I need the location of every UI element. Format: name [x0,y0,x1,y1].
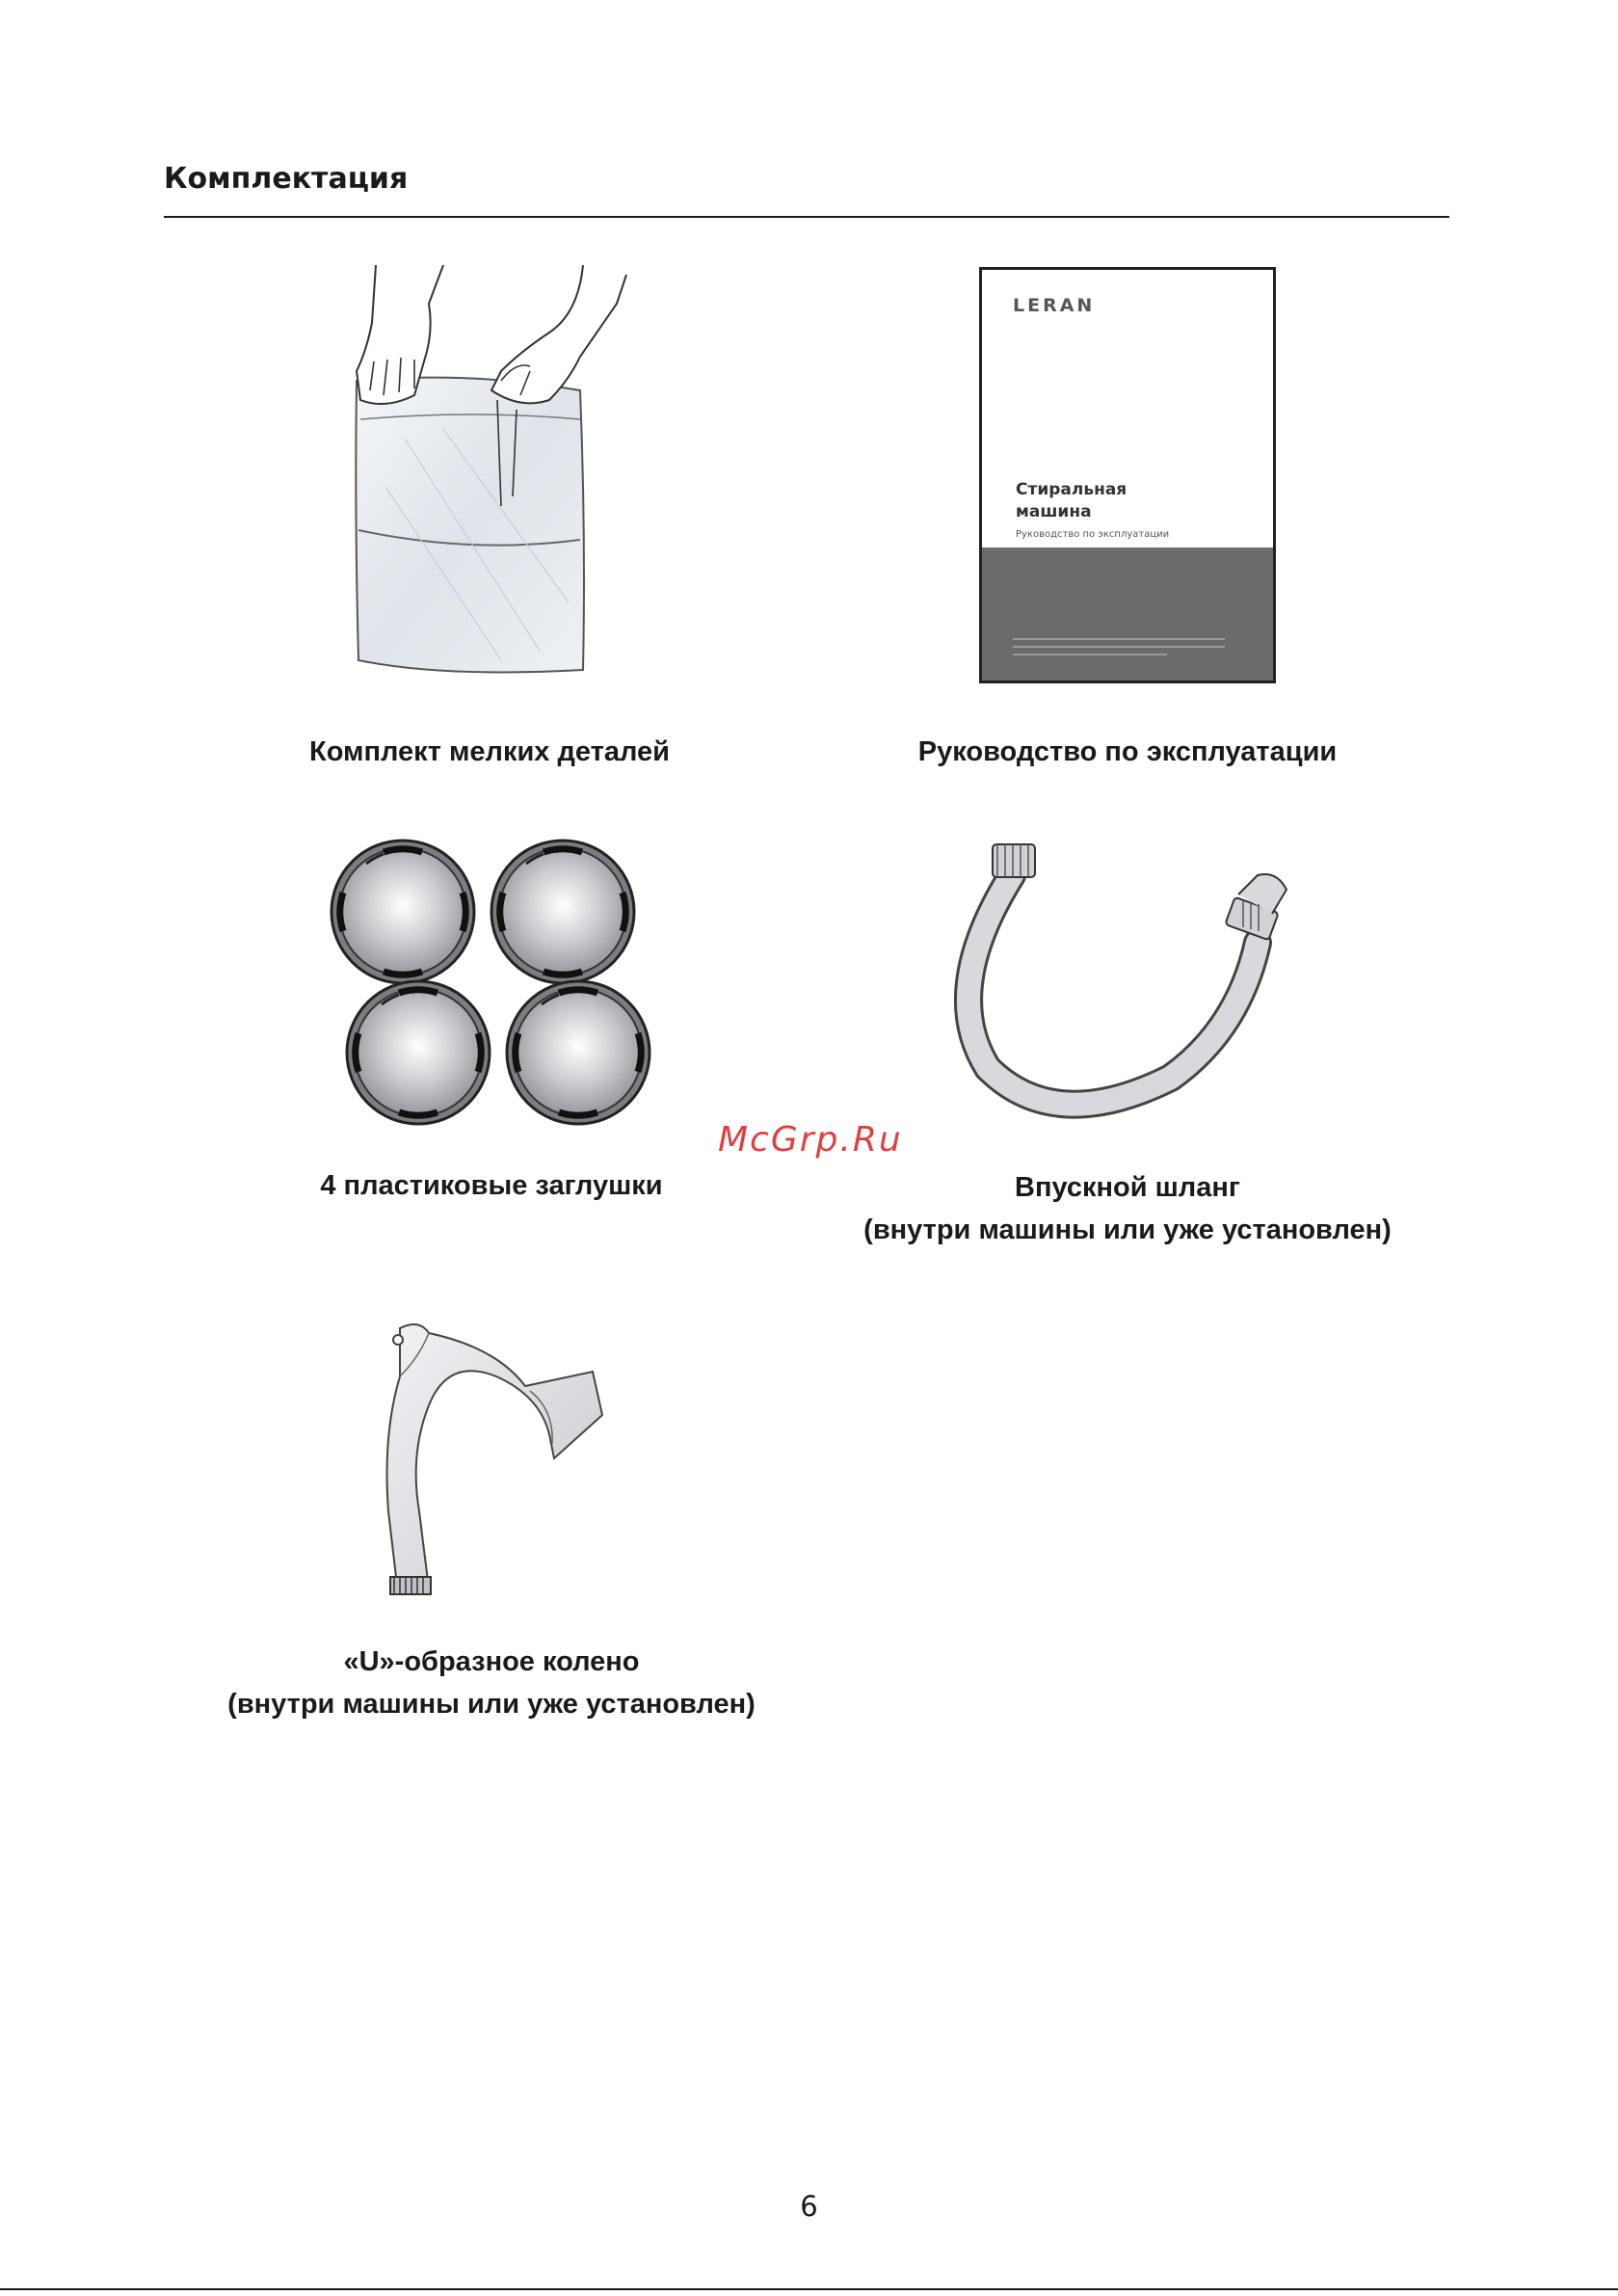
caption-manual: Руководство по эксплуатации [917,736,1338,767]
caption-inlet-hose: Впускной шланг (внутри машины или уже установлен) [863,1172,1392,1245]
plastic-plugs-illustration [328,837,655,1128]
section-title: Комплектация [164,162,409,196]
manual-cover-dark-band [982,547,1273,681]
inlet-hose-illustration [949,837,1306,1126]
u-shaped-elbow-illustration [361,1319,622,1608]
bottom-divider [0,2288,1618,2290]
caption-small-parts: Комплект мелких деталей [309,736,670,767]
watermark-text: McGrp.Ru [718,1120,903,1160]
manual-title-line2: машина [1016,502,1092,521]
title-divider [164,216,1449,218]
manual-subtitle: Руководство по эксплуатации [1016,529,1170,540]
caption-u-elbow: «U»-образное колено (внутри машины или уже установлен) [227,1646,756,1720]
caption-plastic-plugs: 4 пластиковые заглушки [320,1170,663,1201]
manual-brand: LERAN [1013,295,1096,316]
manual-cover-illustration [979,267,1276,683]
page-number: 6 [800,2190,818,2223]
small-parts-bag-illustration [328,265,655,689]
manual-title-line1: Стиральная [1016,480,1127,499]
